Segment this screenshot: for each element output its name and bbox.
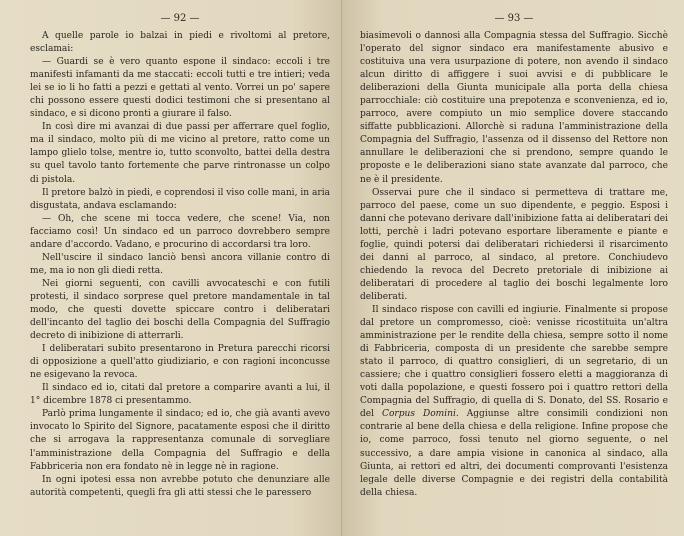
paragraph: Il pretore balzò in piedi, e coprendosi il viso colle mani, in aria disgustata, andava esclamando: <box>30 187 330 211</box>
paragraph: In così dire mi avanzai di due passi per afferrare quel foglio, ma il sindaco, molto più di me vicino al pretore, ratto come un lampo glielo tolse, mentre io, tutto sconvolto, battei della destra su quel tavolo tanto fortemente che parve rintronasse un colpo di pistola. <box>30 122 330 185</box>
paragraph: Osservai pure che il sindaco si permetteva di trattare me, parroco del paese, come un suo dipendente, e peggio. Esposi i danni che potevano derivare dall'inibizione fatta ai deliberatari dei lotti, perchè i ladri potevano esportare liberamente e piante e foglie, quindi potersi dai deliberatari richiedersi il risarcimento dei danni al parroco, al sindaco, al pretore. Conchiudevo chiedendo la revoca del Decreto pretoriale di inibizione ai deliberatari di procedere al taglio dei boschi legalmente loro deliberati. <box>360 187 668 302</box>
page-number-right: — 93 — <box>494 13 534 24</box>
paragraph <box>360 304 668 500</box>
paragraph: I deliberatari subito presentarono in Pretura parecchi ricorsi di opposizione a quell'atto giudiziario, e con ragioni inconcusse ne esigevano la revoca. <box>30 344 330 381</box>
page-number-left: — 92 — <box>160 13 200 24</box>
right-page-text <box>360 30 668 500</box>
paragraph: Nell'uscire il sindaco lanciò bensì ancora villanie contro di me, ma io non gli diedi retta. <box>30 252 330 276</box>
left-page-text <box>30 30 330 500</box>
right-page <box>342 0 684 536</box>
paragraph: Parlò prima lungamente il sindaco; ed io, che già avanti avevo invocato lo Spirito del Signore, pacatamente esposi che il diritto che si arrogava la rappresentanza comunale di sorvegliare l'amministrazione della Compagnia del Suffragio e della Fabbriceria non era fondato nè in legge nè in ragione. <box>30 409 330 472</box>
paragraph: A quelle parole io balzai in piedi e rivoltomi al pretore, esclamai: <box>30 31 330 55</box>
paragraph: Nei giorni seguenti, con cavilli avvocateschi e con futili protesti, il sindaco sorprese quel pretore mandamentale in tal modo, che questi dovette spiccare contro i deliberatari dell'incanto del taglio dei boschi della Compagnia del Suffragio decreto di inibizione di atterrarli. <box>30 278 330 342</box>
paragraph: — Oh, che scene mi tocca vedere, che scene! Via, non facciamo così! Un sindaco ed un parroco dovrebbero sempre andare d'accordo. Vadano, e procurino di accordarsi tra loro. <box>30 213 330 250</box>
paragraph: — Guardi se è vero quanto espone il sindaco: eccoli i tre manifesti infamanti da me staccati: eccoli tutti e tre intieri; veda lei se io li ho fatti a pezzi e gettati al vento. Vorrei un po' sapere chi possono essere questi dodici testimoni che si presentano al sindaco, e si dicono pronti a giurare il falso. <box>30 57 330 120</box>
paragraph-text: . Aggiunse altre consimili condizioni non contrarie al bene della chiesa e della religione. Infine propose che io, come parroco, fossi tenuto nel giorno seguente, o nel successivo, a dare ampia visione in canonica al sindaco, alla Giunta, ai rettori ed altri, dei documenti comprovanti l'esistenza legale delle diverse Compagnie e dei registri della contabilità della chiesa. <box>360 409 668 498</box>
italic-phrase: Corpus Domini <box>382 409 456 420</box>
paragraph: In ogni ipotesi essa non avrebbe potuto che denunziare alle autorità competenti, quegli fra gli atti stessi che le paressero <box>30 474 330 498</box>
paragraph: biasimevoli o dannosi alla Compagnia stessa del Suffragio. Sicchè l'operato del signor sindaco era manifestamente abusivo e costituiva una vera usurpazione di potere, non avendo il sindaco alcun diritto di affiggere i suoi avvisi e di pubblicare le deliberazioni della Giunta municipale alla porta della chiesa parrocchiale: ciò costituire una prepotenza e sconvenienza, ed io, parroco, avere compiuto un mio semplice dovere staccando siffatte pubblicazioni. Allorchè si raduna l'amministrazione della Compagnia del Suffragio, l'assenza od il dissenso del Rettore non annullare le deliberazioni che si prendono, sempre quando le proposte e le deliberazioni siano state avanzate dal parroco, che ne è il presidente. <box>360 31 668 185</box>
paragraph: Il sindaco ed io, citati dal pretore a comparire avanti a lui, il 1° dicembre 1878 ci presentammo. <box>30 383 330 407</box>
paragraph-text: Il sindaco rispose con cavilli ed ingiurie. Finalmente si propose dal pretore un compromesso, cioè: venisse ricostituita un'altra amministrazione per le rendite della chiesa, sempre sotto il nome di Fabbriceria, composta di un presidente che sarebbe sempre stato il parroco, di quattro consiglieri, di un segretario, di un cassiere; che i quattro consiglieri fossero eletti a maggioranza di voti dalla popolazione, e questi fossero poi i quattro rettori della Compagnia del Suffragio, di quella di S. Donato, del SS. Rosario e del <box>360 304 668 420</box>
